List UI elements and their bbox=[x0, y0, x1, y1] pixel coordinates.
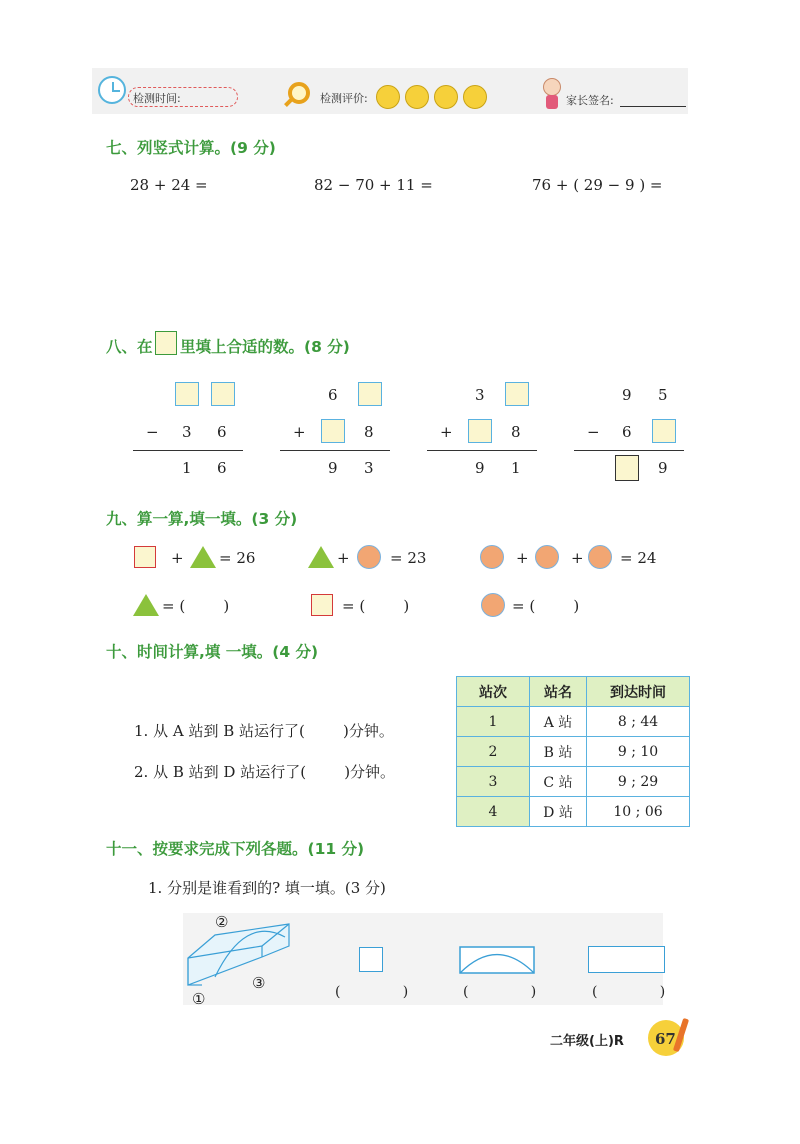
p3-result: 1 bbox=[511, 459, 521, 477]
divider-line bbox=[427, 450, 537, 451]
p1-digit: 3 bbox=[182, 423, 192, 441]
timetable bbox=[456, 676, 690, 827]
section-9-title: 九、算一算,填一填。(3 分) bbox=[106, 510, 298, 528]
s9-eq3: = 24 bbox=[620, 549, 657, 567]
s10-q1[interactable]: 1. 从 A 站到 B 站运行了( )分钟。 bbox=[134, 722, 394, 740]
plus-sign: + bbox=[171, 549, 184, 567]
circle-symbol bbox=[588, 545, 612, 569]
section-10-title: 十、时间计算,填 一填。(4 分) bbox=[106, 643, 319, 661]
s7-q1: 28 + 24 = bbox=[130, 176, 208, 194]
p4-digit: 9 bbox=[622, 386, 632, 404]
answer-paren[interactable]: ( ) bbox=[335, 984, 409, 1000]
table-cell: 9 ; 29 bbox=[587, 767, 690, 797]
table-header: 站次 bbox=[457, 677, 530, 707]
p4-digit: 6 bbox=[622, 423, 632, 441]
p3-op: + bbox=[440, 423, 453, 441]
sign-label: 家长签名: bbox=[566, 94, 614, 107]
section-7-title: 七、列竖式计算。(9 分) bbox=[106, 139, 276, 157]
sad-face-icon[interactable] bbox=[463, 85, 487, 109]
p1-result: 1 bbox=[182, 459, 192, 477]
divider-line bbox=[574, 450, 684, 451]
s7-q3: 76 + ( 29 − 9 ) = bbox=[532, 176, 663, 194]
answer-box[interactable] bbox=[358, 382, 382, 406]
p3-digit: 8 bbox=[511, 423, 521, 441]
answer-box[interactable] bbox=[615, 455, 639, 481]
section-8-title-b: 里填上合适的数。(8 分) bbox=[180, 338, 350, 356]
answer-box[interactable] bbox=[321, 419, 345, 443]
table-cell: A 站 bbox=[530, 707, 587, 737]
answer-box[interactable] bbox=[505, 382, 529, 406]
clock-icon bbox=[98, 76, 126, 104]
view-label: ① bbox=[192, 990, 206, 1008]
p1-op: − bbox=[146, 423, 159, 441]
table-cell: 2 bbox=[457, 737, 530, 767]
arch-view bbox=[459, 946, 535, 974]
view-label: ② bbox=[215, 913, 229, 931]
girl-body-icon bbox=[546, 95, 558, 109]
square-symbol bbox=[134, 546, 156, 568]
sign-line[interactable] bbox=[620, 106, 686, 107]
time-label: 检测时间: bbox=[133, 92, 181, 105]
s11-q1: 1. 分别是谁看到的? 填一填。(3 分) bbox=[148, 879, 386, 897]
plus-sign: + bbox=[337, 549, 350, 567]
triangle-symbol bbox=[133, 594, 159, 616]
title-answer-box bbox=[155, 331, 177, 355]
rectangle-view bbox=[588, 946, 665, 973]
table-header: 站名 bbox=[530, 677, 587, 707]
p2-digit: 8 bbox=[364, 423, 374, 441]
square-view bbox=[359, 947, 383, 972]
circle-symbol bbox=[481, 593, 505, 617]
solid-figure bbox=[185, 915, 295, 990]
s9-answer-circle[interactable]: = ( ) bbox=[512, 597, 580, 615]
p3-result: 9 bbox=[475, 459, 485, 477]
p2-op: + bbox=[293, 423, 306, 441]
s10-q2[interactable]: 2. 从 B 站到 D 站运行了( )分钟。 bbox=[134, 763, 396, 781]
s9-eq2: = 23 bbox=[390, 549, 427, 567]
page-number: 67 bbox=[655, 1030, 676, 1048]
answer-box[interactable] bbox=[652, 419, 676, 443]
neutral-face-icon[interactable] bbox=[434, 85, 458, 109]
p1-result: 6 bbox=[217, 459, 227, 477]
plus-sign: + bbox=[516, 549, 529, 567]
s9-answer-square[interactable]: = ( ) bbox=[342, 597, 410, 615]
circle-symbol bbox=[535, 545, 559, 569]
p2-result: 9 bbox=[328, 459, 338, 477]
plus-sign: + bbox=[571, 549, 584, 567]
circle-symbol bbox=[480, 545, 504, 569]
triangle-symbol bbox=[308, 546, 334, 568]
section-11-title: 十一、按要求完成下列各题。(11 分) bbox=[106, 840, 365, 858]
p4-op: − bbox=[587, 423, 600, 441]
s9-eq1: = 26 bbox=[219, 549, 256, 567]
table-cell: 8 ; 44 bbox=[587, 707, 690, 737]
table-cell: 10 ; 06 bbox=[587, 797, 690, 827]
s9-answer-triangle[interactable]: = ( ) bbox=[162, 597, 230, 615]
divider-line bbox=[133, 450, 243, 451]
table-header: 到达时间 bbox=[587, 677, 690, 707]
table-cell: C 站 bbox=[530, 767, 587, 797]
table-header-row bbox=[457, 677, 690, 707]
p4-result: 9 bbox=[658, 459, 668, 477]
table-cell: 1 bbox=[457, 707, 530, 737]
answer-box[interactable] bbox=[468, 419, 492, 443]
square-symbol bbox=[311, 594, 333, 616]
table-row bbox=[457, 797, 690, 827]
table-row bbox=[457, 767, 690, 797]
grade-label: 二年级(上)R bbox=[550, 1034, 624, 1049]
table-cell: 4 bbox=[457, 797, 530, 827]
view-label: ③ bbox=[252, 974, 266, 992]
table-cell: B 站 bbox=[530, 737, 587, 767]
p2-result: 3 bbox=[364, 459, 374, 477]
table-cell: 3 bbox=[457, 767, 530, 797]
triangle-symbol bbox=[190, 546, 216, 568]
table-cell: D 站 bbox=[530, 797, 587, 827]
girl-icon bbox=[543, 78, 561, 96]
answer-paren[interactable]: ( ) bbox=[463, 984, 537, 1000]
section-8-title-a: 八、在 bbox=[106, 338, 153, 356]
p2-digit: 6 bbox=[328, 386, 338, 404]
p4-digit: 5 bbox=[658, 386, 668, 404]
laughing-face-icon[interactable] bbox=[376, 85, 400, 109]
p1-digit: 6 bbox=[217, 423, 227, 441]
table-row bbox=[457, 707, 690, 737]
circle-symbol bbox=[357, 545, 381, 569]
table-cell: 9 ; 10 bbox=[587, 737, 690, 767]
table-row bbox=[457, 737, 690, 767]
grinning-face-icon[interactable] bbox=[405, 85, 429, 109]
eval-label: 检测评价: bbox=[320, 92, 368, 105]
answer-box[interactable] bbox=[175, 382, 199, 406]
s7-q2: 82 − 70 + 11 = bbox=[314, 176, 433, 194]
divider-line bbox=[280, 450, 390, 451]
p3-digit: 3 bbox=[475, 386, 485, 404]
answer-box[interactable] bbox=[211, 382, 235, 406]
answer-paren[interactable]: ( ) bbox=[592, 984, 666, 1000]
